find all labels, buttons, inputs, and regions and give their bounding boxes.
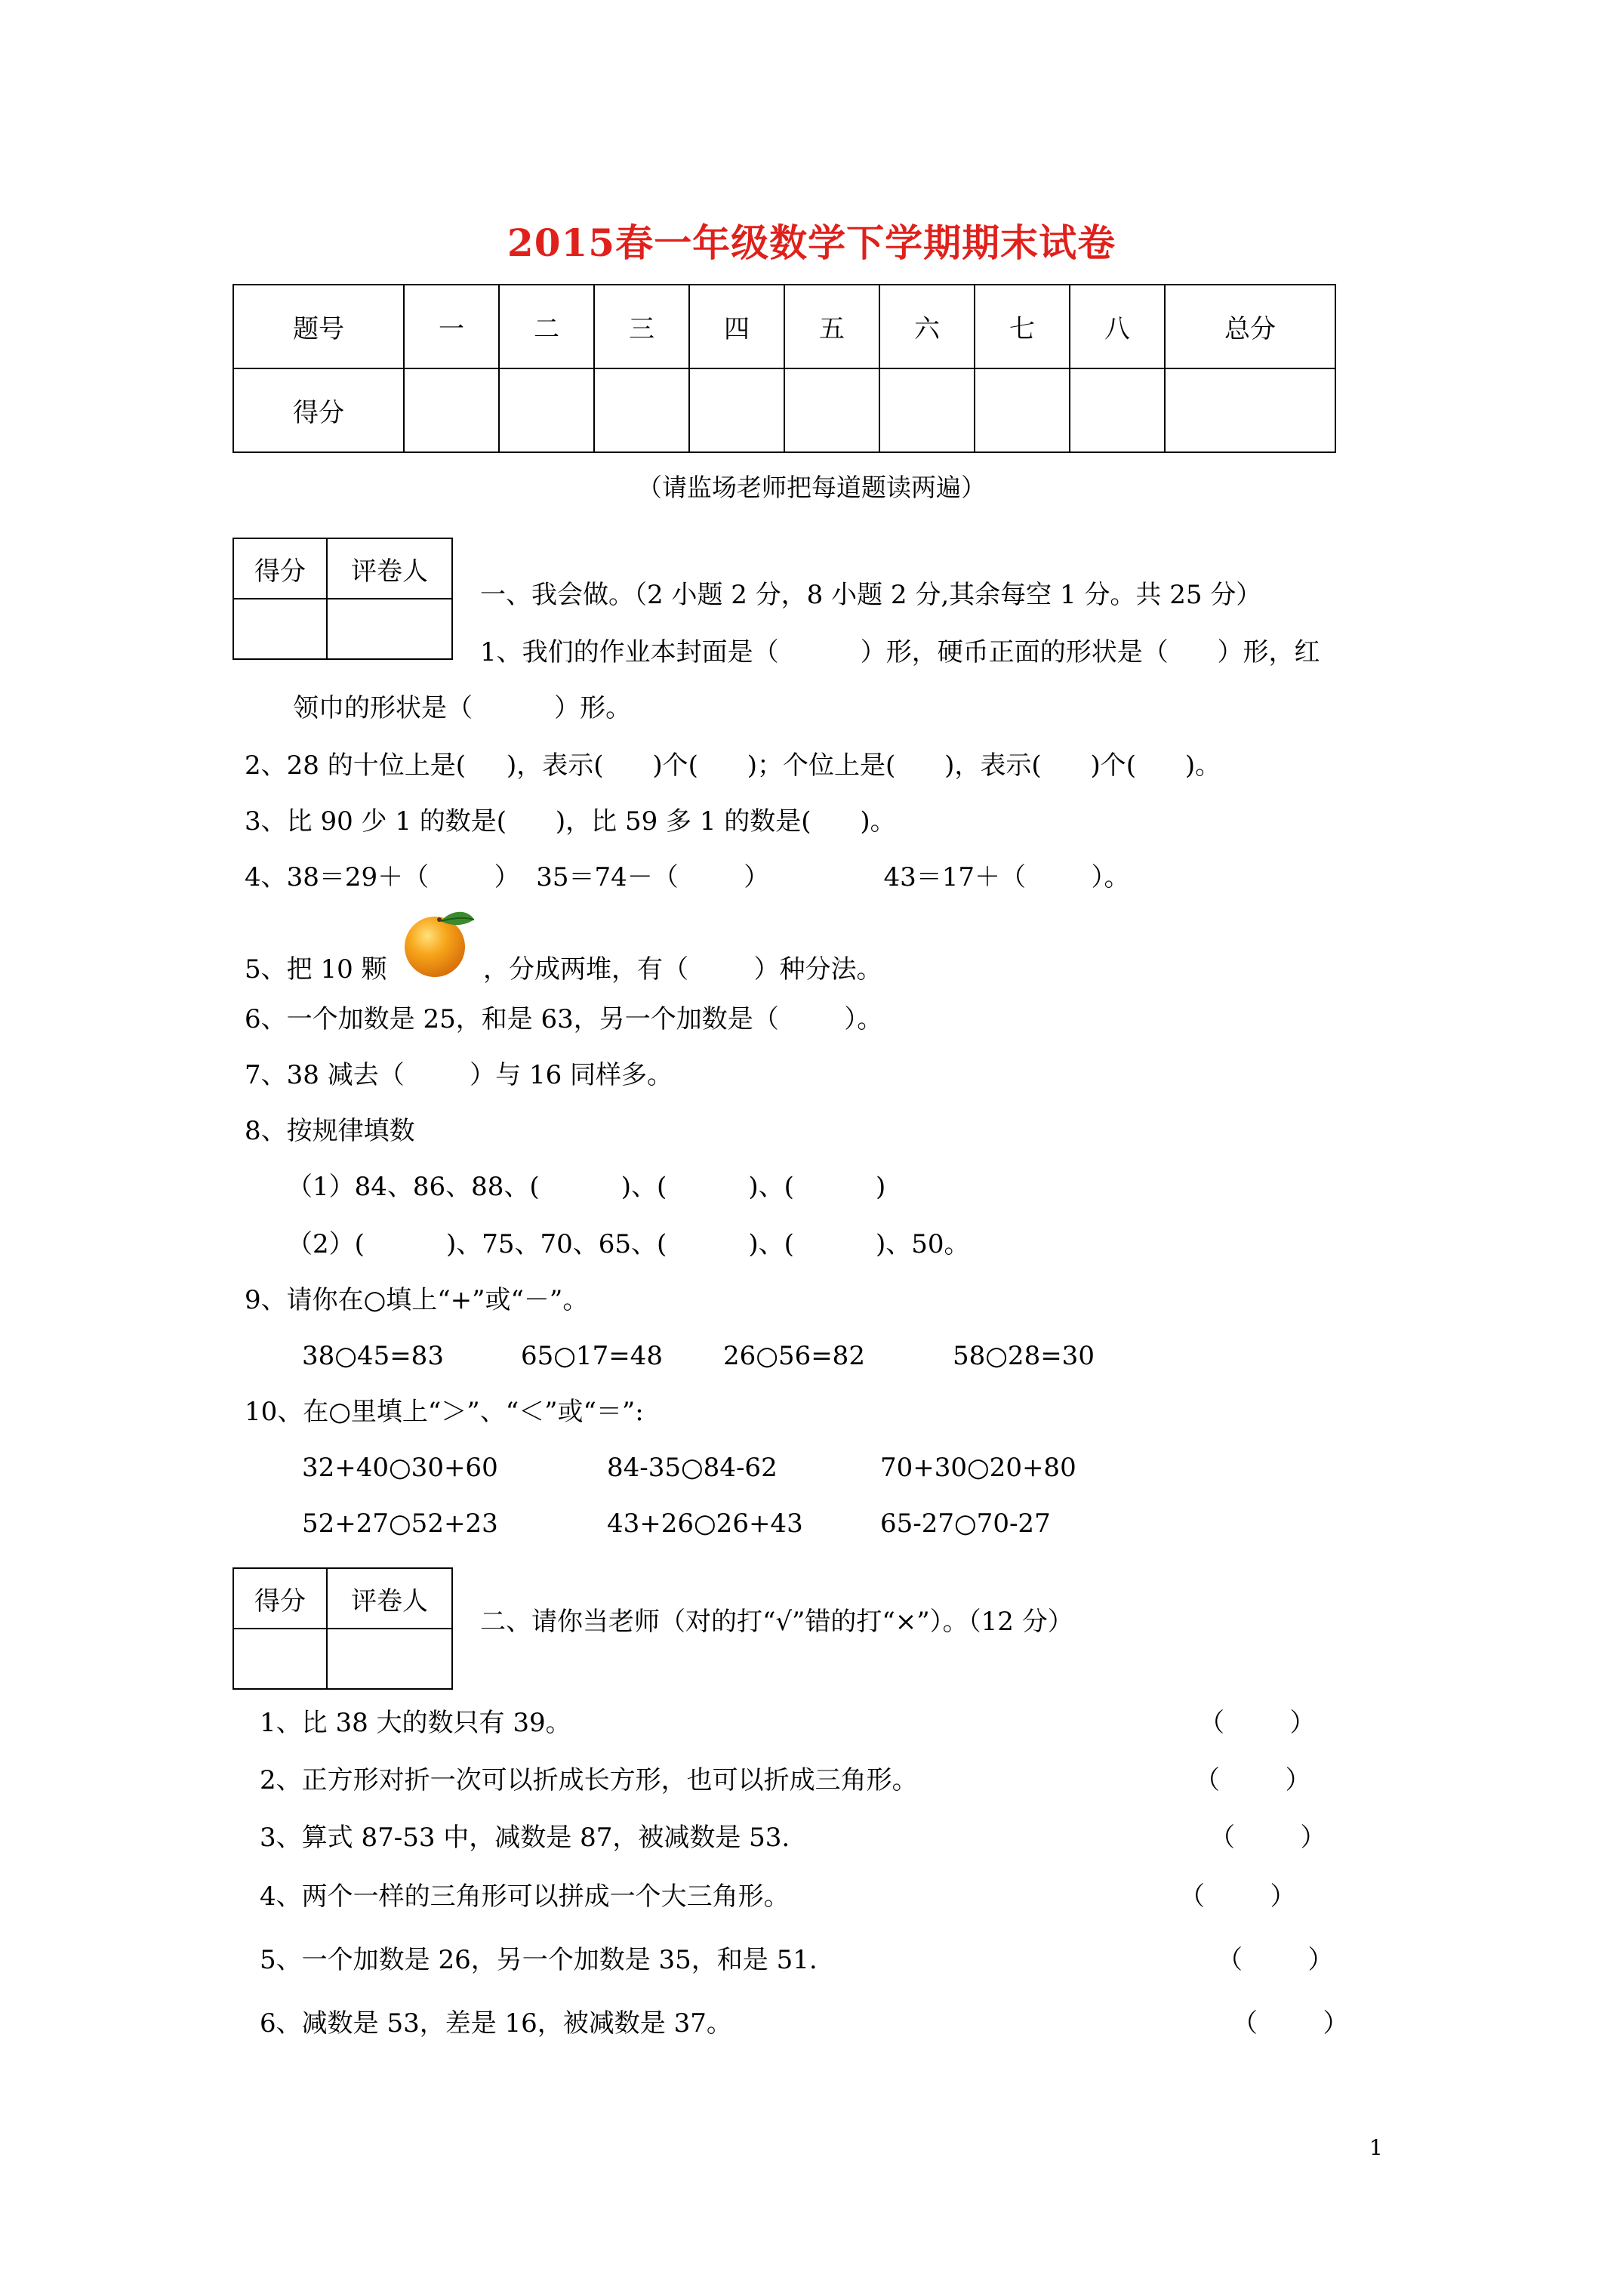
- question-3: 3、比 90 少 1 的数是( )，比 59 多 1 的数是( )。: [245, 806, 896, 837]
- question-8-part1: （1）84、86、88、( )、( )、( ): [287, 1172, 886, 1202]
- column-header: 八: [1070, 285, 1165, 368]
- orange-fruit-icon: [399, 905, 482, 980]
- score-cell[interactable]: [1070, 368, 1165, 452]
- question-9-item: 58○28=30: [953, 1341, 1095, 1371]
- score-cell[interactable]: [1165, 368, 1335, 452]
- column-header: 六: [879, 285, 975, 368]
- column-header: 二: [499, 285, 594, 368]
- row-label-cell: 得分: [233, 368, 404, 452]
- question-5-prefix: 5、把 10 颗: [245, 954, 387, 985]
- reading-note: （请监场老师把每道题读两遍）: [637, 473, 986, 502]
- grader-score-cell[interactable]: [233, 1629, 327, 1689]
- score-cell[interactable]: [879, 368, 975, 452]
- question-2: 2、28 的十位上是( )，表示( )个( )；个位上是( )，表示( )个( )。: [245, 750, 1221, 781]
- judge-item: 5、一个加数是 26，另一个加数是 35，和是 51.: [260, 1945, 818, 1975]
- answer-paren[interactable]: （ ）: [1232, 2008, 1349, 2039]
- judge-item: 4、两个一样的三角形可以拼成一个大三角形。: [260, 1881, 790, 1912]
- page-title: 2015春一年级数学下学期期末试卷: [507, 220, 1116, 265]
- grader-name-label: 评卷人: [327, 538, 452, 599]
- section1-heading: 一、我会做。（2 小题 2 分，8 小题 2 分,其余每空 1 分。共 25 分）: [480, 580, 1262, 610]
- column-header: 五: [784, 285, 879, 368]
- column-header: 一: [404, 285, 499, 368]
- grader-name-cell[interactable]: [327, 1629, 452, 1689]
- score-table: [233, 284, 1336, 453]
- grader-name-label: 评卷人: [327, 1568, 452, 1629]
- grader-box-2: [233, 1567, 453, 1690]
- column-header-total: 总分: [1165, 285, 1335, 368]
- column-header: 四: [689, 285, 784, 368]
- score-cell[interactable]: [784, 368, 879, 452]
- question-5-suffix: ，分成两堆，有（ ）种分法。: [483, 954, 882, 985]
- question-10-item: 84-35○84-62: [607, 1453, 778, 1483]
- answer-paren[interactable]: （ ）: [1199, 1708, 1316, 1738]
- answer-paren[interactable]: （ ）: [1179, 1881, 1296, 1912]
- grader-box-1: [233, 538, 453, 660]
- question-9: 9、请你在○填上“+”或“－”。: [245, 1285, 589, 1315]
- score-cell[interactable]: [689, 368, 784, 452]
- question-1-line2: 领巾的形状是（ ）形。: [293, 693, 632, 723]
- section2-heading: 二、请你当老师（对的打“√”错的打“×”）。（12 分）: [480, 1607, 1073, 1637]
- column-header: 七: [975, 285, 1070, 368]
- question-10-item: 43+26○26+43: [607, 1509, 803, 1539]
- answer-paren[interactable]: （ ）: [1194, 1765, 1311, 1795]
- question-10: 10、在○里填上“＞”、“＜”或“＝”:: [245, 1397, 644, 1427]
- answer-paren[interactable]: （ ）: [1209, 1823, 1326, 1853]
- judge-item: 1、比 38 大的数只有 39。: [260, 1708, 571, 1738]
- score-cell[interactable]: [975, 368, 1070, 452]
- score-cell[interactable]: [404, 368, 499, 452]
- column-header: 三: [594, 285, 689, 368]
- question-9-item: 65○17=48: [521, 1341, 663, 1371]
- score-table-header-row: [233, 285, 1335, 368]
- grader-score-cell[interactable]: [233, 599, 327, 659]
- answer-paren[interactable]: （ ）: [1217, 1945, 1334, 1975]
- score-table-score-row: [233, 368, 1335, 452]
- score-cell[interactable]: [594, 368, 689, 452]
- judge-item: 6、减数是 53，差是 16，被减数是 37。: [260, 2008, 732, 2039]
- question-10-item: 65-27○70-27: [880, 1509, 1051, 1539]
- page-number: 1: [1369, 2135, 1383, 2160]
- question-10-item: 52+27○52+23: [302, 1509, 498, 1539]
- question-6: 6、一个加数是 25，和是 63，另一个加数是（ ）。: [245, 1004, 883, 1034]
- question-10-item: 70+30○20+80: [880, 1453, 1076, 1483]
- question-9-item: 38○45=83: [302, 1341, 444, 1371]
- question-4: 4、38＝29＋（ ） 35＝74－（ ） 43＝17＋（ ）。: [245, 862, 1130, 892]
- judge-item: 2、正方形对折一次可以折成长方形，也可以折成三角形。: [260, 1765, 918, 1795]
- question-10-item: 32+40○30+60: [302, 1453, 498, 1483]
- question-1-line1: 1、我们的作业本封面是（ ）形，硬币正面的形状是（ ）形，红: [480, 637, 1320, 667]
- question-8: 8、按规律填数: [245, 1116, 415, 1146]
- grader-score-label: 得分: [233, 1568, 327, 1629]
- question-9-item: 26○56=82: [723, 1341, 865, 1371]
- grader-name-cell[interactable]: [327, 599, 452, 659]
- score-cell[interactable]: [499, 368, 594, 452]
- judge-item: 3、算式 87-53 中，减数是 87，被减数是 53.: [260, 1823, 790, 1853]
- question-7: 7、38 减去（ ）与 16 同样多。: [245, 1060, 673, 1090]
- question-8-part2: （2）( )、75、70、65、( )、( )、50。: [287, 1229, 970, 1259]
- grader-score-label: 得分: [233, 538, 327, 599]
- header-label-cell: 题号: [233, 285, 404, 368]
